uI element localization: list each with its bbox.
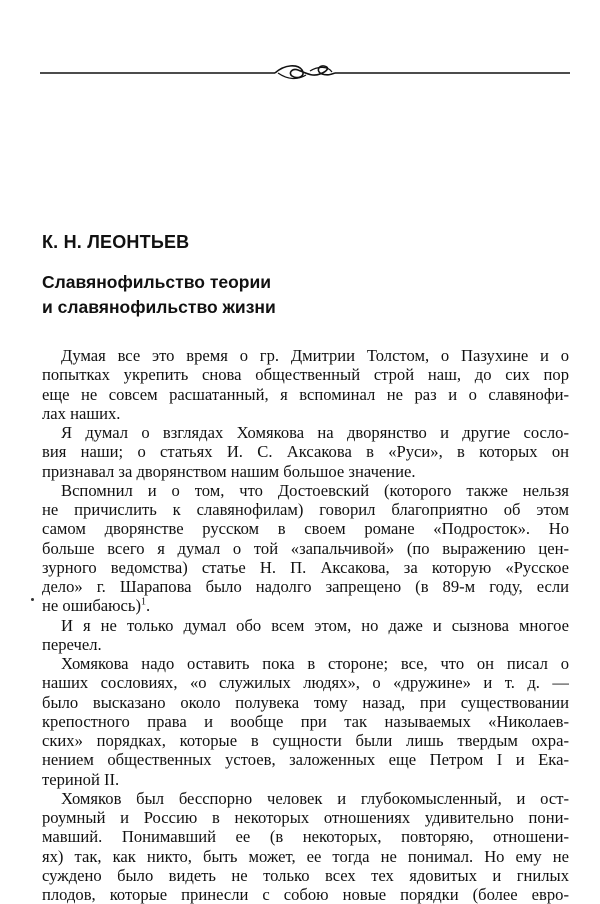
text-line bbox=[42, 770, 569, 789]
text-line bbox=[42, 558, 569, 577]
text-line bbox=[42, 750, 569, 769]
text-line bbox=[42, 808, 569, 827]
line-text: крепостного права и вообще при так называемых «Николаев- bbox=[42, 711, 569, 731]
text-line bbox=[42, 577, 569, 596]
line-text: Хомякова надо оставить пока в стороне; все, что он писал о bbox=[61, 654, 569, 673]
line-text: териной II. bbox=[42, 769, 120, 789]
text-line bbox=[42, 654, 569, 673]
line-text: мавший. Понимавший ее (в некоторых, повторяю, отношени- bbox=[42, 827, 569, 847]
text-line bbox=[42, 519, 569, 538]
author-heading: К. Н. ЛЕОНТЬЕВ bbox=[42, 232, 190, 252]
line-text: не ошибаюсь) bbox=[42, 596, 142, 616]
line-text: перечел. bbox=[42, 634, 102, 654]
line-text: Я думал о взглядах Хомякова на дворянство и другие сосло- bbox=[61, 423, 569, 442]
text-line bbox=[42, 539, 569, 558]
line-text: самом дворянстве русском в своем романе «Подросток». Но bbox=[42, 519, 569, 539]
text-line bbox=[42, 731, 569, 750]
line-text: Хомяков был бесспорно человек и глубокомысленный, и ост- bbox=[61, 788, 569, 808]
text-line bbox=[42, 693, 569, 712]
line-text: ях) так, как никто, быть может, ее тогда не понимал. Но ему не bbox=[42, 846, 569, 866]
text-line bbox=[42, 635, 569, 654]
text-line bbox=[42, 385, 569, 404]
text-line bbox=[42, 462, 569, 481]
text-line bbox=[42, 847, 569, 866]
text-line bbox=[42, 673, 569, 692]
text-line bbox=[42, 616, 569, 635]
line-text: наших сословиях, «о служилых людях», о «дружине» и т. д. — bbox=[42, 673, 569, 693]
line-text: попытках укрепить снова общественный строй наш, до сих пор bbox=[42, 365, 569, 385]
text-line bbox=[42, 365, 569, 384]
margin-mark bbox=[31, 598, 34, 601]
line-text: роумный и Россию в некоторых отношениях удивительно пони- bbox=[42, 808, 569, 827]
line-text: Вспомнил и о том, что Достоевский (которого также нельзя bbox=[61, 480, 569, 500]
article-title bbox=[42, 270, 276, 320]
line-text: суждено было видеть не только всех тех ядовитых и гнилых bbox=[42, 865, 569, 885]
title-line: Славянофильство теории bbox=[42, 272, 272, 292]
text-line bbox=[42, 404, 569, 423]
line-text: плодов, которые принесли с собою новые порядки (более евро- bbox=[42, 885, 569, 904]
line-text: зурного ведомства) статье Н. П. Аксакова, за которую «Русское bbox=[42, 557, 569, 577]
title-line: и славянофильство жизни bbox=[42, 297, 276, 317]
line-text: лах наших. bbox=[42, 403, 121, 423]
line-text: еще не совсем расшатанный, я вспоминал не раз и о славянофи- bbox=[42, 384, 569, 404]
text-line bbox=[42, 442, 569, 461]
text-line bbox=[42, 481, 569, 500]
text-line bbox=[42, 500, 569, 519]
line-text: И я не только думал обо всем этом, но даже и сызнова многое bbox=[61, 615, 569, 635]
text-line: не ошибаюсь)$^1$. bbox=[42, 596, 151, 616]
footnote-marker[interactable]: 1 bbox=[141, 596, 147, 608]
line-text: Думая все это время о гр. Дмитрии Толстом, о Пазухине и о bbox=[61, 346, 569, 365]
line-text: признавал за дворянством нашим большое значение. bbox=[42, 461, 416, 481]
line-text: вия наши; о статьях И. С. Аксакова в «Руси», в которых он bbox=[42, 442, 569, 462]
ornamental-divider bbox=[40, 60, 570, 84]
line-text: было высказано около полувека тому назад, при существовании bbox=[42, 692, 569, 712]
text-line bbox=[42, 885, 569, 904]
line-text: дело» г. Шарапова было надолго запрещено (в 89-м году, если bbox=[42, 577, 569, 596]
text-line bbox=[42, 789, 569, 808]
body-text bbox=[42, 346, 569, 904]
line-text: нением общественных устоев, заложенных еще Петром I и Ека- bbox=[42, 750, 569, 770]
line-text: больше всего я думал о той «запальчивой» (по выражению цен- bbox=[42, 538, 569, 558]
line-text: не причислить к славянофилам) говорил благоприятно об этом bbox=[42, 500, 569, 519]
line-text: ских» порядках, которые в сущности были лишь твердым охра- bbox=[42, 731, 569, 750]
text-line bbox=[42, 346, 569, 365]
text-line bbox=[42, 827, 569, 846]
text-line bbox=[42, 712, 569, 731]
text-line bbox=[42, 866, 569, 885]
text-line bbox=[42, 423, 569, 442]
